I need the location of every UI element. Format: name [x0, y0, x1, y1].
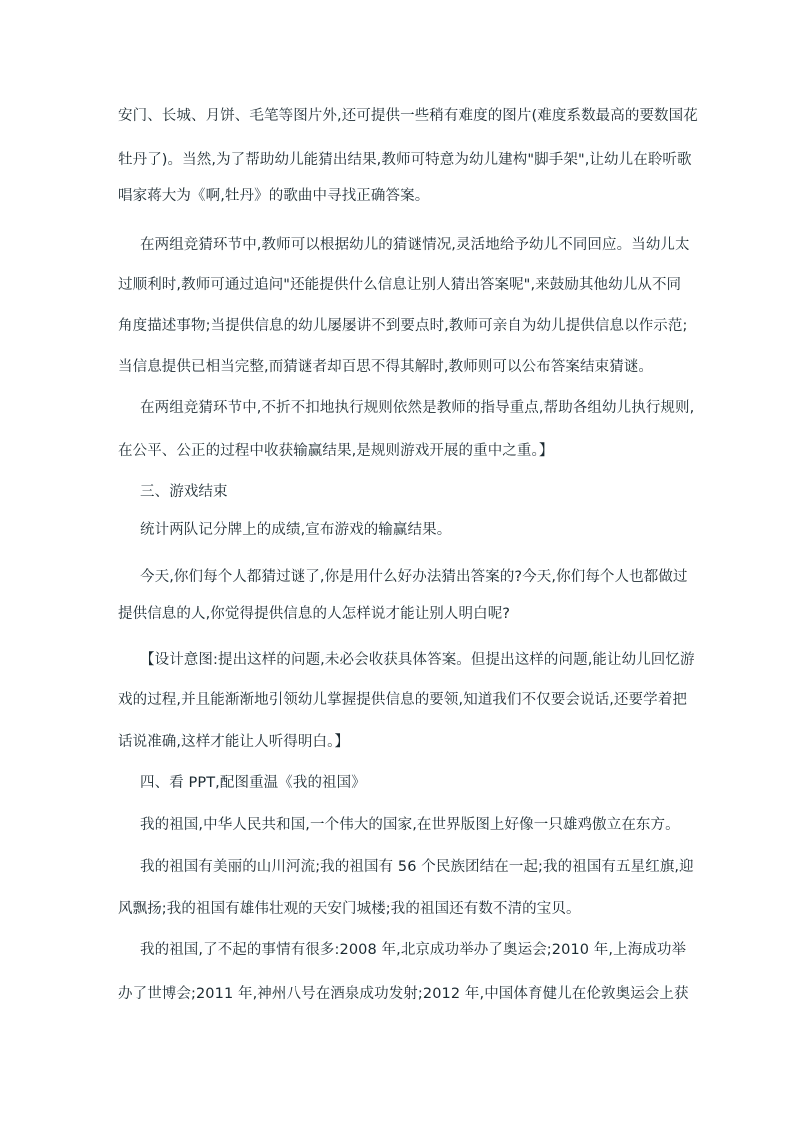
paragraph-first-line: 统计两队记分牌上的成绩,宣布游戏的输赢结果。 [140, 522, 452, 538]
text-line: 角度描述事物;当提供信息的幼儿屡屡讲不到要点时,教师可亲自为幼儿提供信息以作示范; [118, 318, 688, 334]
text-line: 话说准确,这样才能让人听得明白。】 [118, 734, 350, 750]
paragraph-first-line: 【设计意图:提出这样的问题,未必会收获具体答案。但提出这样的问题,能让幼儿回忆游 [140, 652, 695, 668]
section-heading: 三、游戏结束 [140, 484, 228, 500]
paragraph-first-line: 今天,你们每个人都猜过谜了,你是用什么好办法猜出答案的?今天,你们每个人也都做过 [140, 569, 688, 585]
text-line: 过顺利时,教师可通过追问"还能提供什么信息让别人猜出答案呢",来鼓励其他幼儿从不同 [118, 277, 682, 293]
text-line: 安门、长城、月饼、毛笔等图片外,还可提供一些稍有难度的图片(难度系数最高的要数国花 [118, 108, 698, 124]
text-line: 风飘扬;我的祖国有雄伟壮观的天安门城楼;我的祖国还有数不清的宝贝。 [118, 901, 581, 917]
section-heading: 四、看 PPT,配图重温《我的祖国》 [140, 775, 366, 791]
paragraph-first-line: 我的祖国,中华人民共和国,一个伟大的国家,在世界版图上好像一只雄鸡傲立在东方。 [140, 817, 680, 833]
text-line: 戏的过程,并且能渐渐地引领幼儿掌握提供信息的要领,知道我们不仅要会说话,还要学着把 [118, 692, 687, 708]
paragraph-first-line: 在两组竞猜环节中,不折不扣地执行规则依然是教师的指导重点,帮助各组幼儿执行规则, [140, 400, 695, 416]
text-line: 当信息提供已相当完整,而猜谜者却百思不得其解时,教师则可以公布答案结束猜谜。 [118, 359, 654, 375]
text-line: 办了世博会;2011 年,神州八号在酒泉成功发射;2012 年,中国体育健儿在伦敦奥运会上获 [118, 986, 689, 1002]
text-line: 牡丹了)。当然,为了帮助幼儿能猜出结果,教师可特意为幼儿建构"脚手架",让幼儿在聆听歌 [118, 152, 692, 168]
text-line: 提供信息的人,你觉得提供信息的人怎样说才能让别人明白呢? [118, 606, 511, 622]
text-line: 唱家蒋大为《啊,牡丹》的歌曲中寻找正确答案。 [118, 188, 430, 204]
paragraph-first-line: 在两组竞猜环节中,教师可以根据幼儿的猜谜情况,灵活地给予幼儿不同回应。当幼儿太 [140, 237, 690, 253]
paragraph-first-line: 我的祖国有美丽的山川河流;我的祖国有 56 个民族团结在一起;我的祖国有五星红旗,迎 [140, 859, 694, 875]
paragraph-first-line: 我的祖国,了不起的事情有很多:2008 年,北京成功举办了奥运会;2010 年,上海成功举 [140, 942, 687, 958]
text-line: 在公平、公正的过程中收获输赢结果,是规则游戏开展的重中之重。】 [118, 443, 554, 459]
